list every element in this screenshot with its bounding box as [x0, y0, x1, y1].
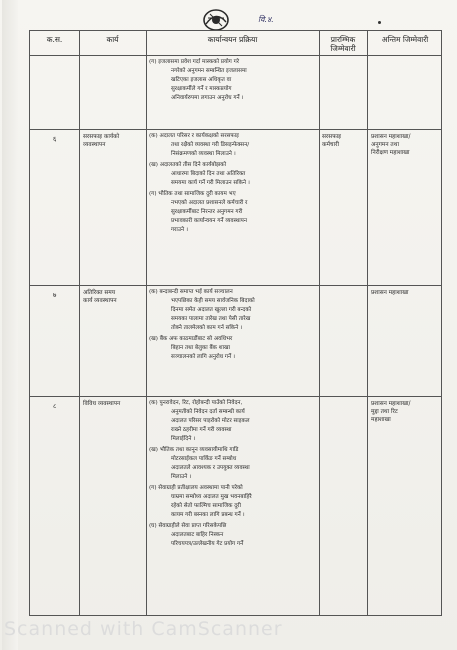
- row-final-line: प्रशासन महाशाखा: [371, 290, 409, 296]
- row-primary-line: कर्मचारी: [322, 142, 339, 148]
- table-cell-line: मिलाउने ।: [171, 474, 192, 480]
- table-cell-line: सञ्चालनको लागि अनुरोध गर्ने ।: [171, 354, 236, 360]
- row-divider: [30, 129, 441, 130]
- table-cell-line: अदालतबाट बाहिर निस्कन: [171, 532, 224, 538]
- table-cell-line: तथा रक्षैको व्यवस्था गरी डिसइन्फेक्सन/: [171, 142, 250, 148]
- table-cell-line: रहेको सेतो फाल्मिच सामाजिक दुरी: [171, 503, 241, 509]
- scanner-watermark: Scanned with CamScanner: [4, 618, 283, 640]
- ink-dot: [378, 21, 381, 24]
- row-work-line: सरसफाइ कार्यको: [83, 134, 120, 140]
- table-cell-line: नगरेको अनुगमन सम्बन्धित इजलासमा: [171, 68, 247, 74]
- table-cell-line: नभएको अदालत प्रशासनले कर्मचारी र: [171, 200, 248, 206]
- row-number: ७: [53, 291, 57, 299]
- row-divider: [30, 285, 441, 286]
- table-cell-line: राख्ने ठहरीमा गर्ने गरी व्यवस्था: [171, 427, 232, 433]
- table-cell-line: (क) पुनरावेदन, रिट, रोहोबन्दी पाउँको निवेदन,: [149, 400, 243, 406]
- header-final: अन्तिम जिम्मेवारी: [381, 35, 429, 44]
- table-cell-line: अनिवार्यरुपमा लगाउन अनुरोध गर्ने ।: [171, 95, 244, 101]
- table-cell-line: (ख) अदालतको तीस दिने कार्यबोझको: [149, 162, 227, 168]
- column-divider: [319, 31, 320, 615]
- row-primary-line: सरसफाइ: [322, 134, 342, 140]
- table-cell-line: (ख) बैंक अफ काठमाडौंबाट सो अवधिभर: [149, 336, 233, 342]
- table-cell-line: सुरक्षाकर्मीले गर्ने र मास्कप्रयोग: [171, 86, 232, 92]
- table-cell-line: निसंक्रमणको व्यवस्था मिलाउने ।: [171, 151, 236, 157]
- table-cell-line: घाम्रमा सम्बोध्य अदालत मुख भवनबाहिरै: [171, 494, 252, 500]
- table-cell-line: (ग) इजलासमा प्रवेश गर्दा मास्कको प्रयोग गरे: [149, 59, 240, 65]
- table-cell-line: दिनमा समेत अदालत खुल्ला गरी बन्दको: [171, 307, 252, 313]
- row-final-line: अनुगमन तथा: [371, 142, 399, 148]
- header-activity: कार्यान्वयन प्रक्रिया: [207, 35, 258, 44]
- table-cell-line: अदालतले आवश्यक र उपयुक्त व्यवस्था: [171, 465, 250, 471]
- row-divider: [30, 396, 441, 397]
- table-cell-line: बिहान तथा बेलुका बैंक शाखा: [171, 345, 230, 351]
- handwritten-note: वि.४.: [258, 15, 274, 24]
- table-cell-line: कायम गरी बस्नका लागि प्रबन्ध गर्ने ।: [171, 512, 245, 518]
- table-cell-line: अदालत परिसर पाइरोको मोटर साइकल: [171, 418, 250, 424]
- row-work-line: विविध व्यवस्थापन: [83, 401, 121, 407]
- table-cell-line: (घ) सेवाग्राहीले सेवा प्राप्त गरिसकेपछि: [149, 523, 227, 529]
- table-cell-line: प्रभावकारी कार्यान्वयन गर्ने व्यवस्थापन: [171, 218, 247, 224]
- table-cell-line: अनुमतीको निवेदन दर्ता सम्बन्धी कार्य: [171, 409, 245, 415]
- table-cell-line: मिलाईदिने ।: [171, 436, 196, 442]
- table-cell-line: सुरक्षाकर्मीबाट निरन्तर अनुगमन गरी: [171, 209, 243, 215]
- header-sn: क.स.: [46, 35, 63, 44]
- row-final-line: प्रशासन महाशाखा/: [371, 401, 411, 407]
- scan-edge-shadow: [2, 0, 18, 650]
- table-cell-line: (क) बन्दाबन्दी समाप्त भई कार्य सञ्चालन: [149, 289, 233, 295]
- table-cell-line: (ख) भौतिक तथा कानून व्यवसायीमाथि गाडि: [149, 447, 239, 453]
- row-work-line: व्यवस्थापन: [83, 142, 106, 148]
- table-cell-line: मोटरसाईकल पार्किङ गर्ने सम्बोध: [171, 456, 237, 462]
- table-cell-line: परिचयपत्र/उल्लेखनीय गेट प्रयोग गर्ने: [171, 541, 244, 547]
- header-work: कार्य: [106, 35, 119, 44]
- row-final-line: प्रशासन महाशाखा/: [371, 134, 411, 140]
- row-final-line: मुद्दा तथा रिट: [371, 409, 398, 415]
- row-number: ६: [53, 135, 57, 143]
- table-cell-line: (ग) सेवाग्राही प्रतीक्षालय अवस्थामा पानी परेको: [149, 485, 243, 491]
- header-primary: प्रारम्भिक जिम्मेवारी: [330, 35, 356, 53]
- table-cell-line: समयमा कार्य गर्ने गरी मिलाउन सकिने ।: [171, 180, 250, 186]
- row-number: ८: [53, 402, 57, 410]
- table-cell-line: तोक्ने तालमेलको काम गर्न सकिने ।: [171, 325, 243, 331]
- row-work-line: कार्य व्यवस्थापन: [83, 298, 117, 304]
- table-cell-line: समयका पालामा तारेख तथा पेसी तारेख: [171, 316, 251, 322]
- data-table: [29, 30, 442, 616]
- table-cell-line: भएपछिका केही समय सार्वजनिक बिदाको: [171, 298, 255, 304]
- column-divider: [367, 31, 368, 615]
- table-cell-line: आधारमा बिदाको दिन तथा अतिरिक्त: [171, 171, 246, 177]
- row-divider: [30, 55, 441, 56]
- table-cell-line: (ग) भौतिक तथा सामाजिक दुरी कायम भए: [149, 191, 236, 197]
- table-cell-line: गराउने ।: [171, 227, 188, 233]
- table-cell-line: (क) अदालत परिसर र कार्यकक्षको सरसफाइ: [149, 133, 239, 139]
- table-cell-line: खटिएका इजलास अधिकृत वा: [171, 77, 232, 83]
- column-divider: [146, 31, 147, 615]
- row-final-line: महाशाखा: [371, 417, 391, 423]
- row-work-line: अतिरिक्त समय: [83, 290, 116, 296]
- column-divider: [79, 31, 80, 615]
- row-final-line: निरीक्षण महाशाखा: [371, 150, 410, 156]
